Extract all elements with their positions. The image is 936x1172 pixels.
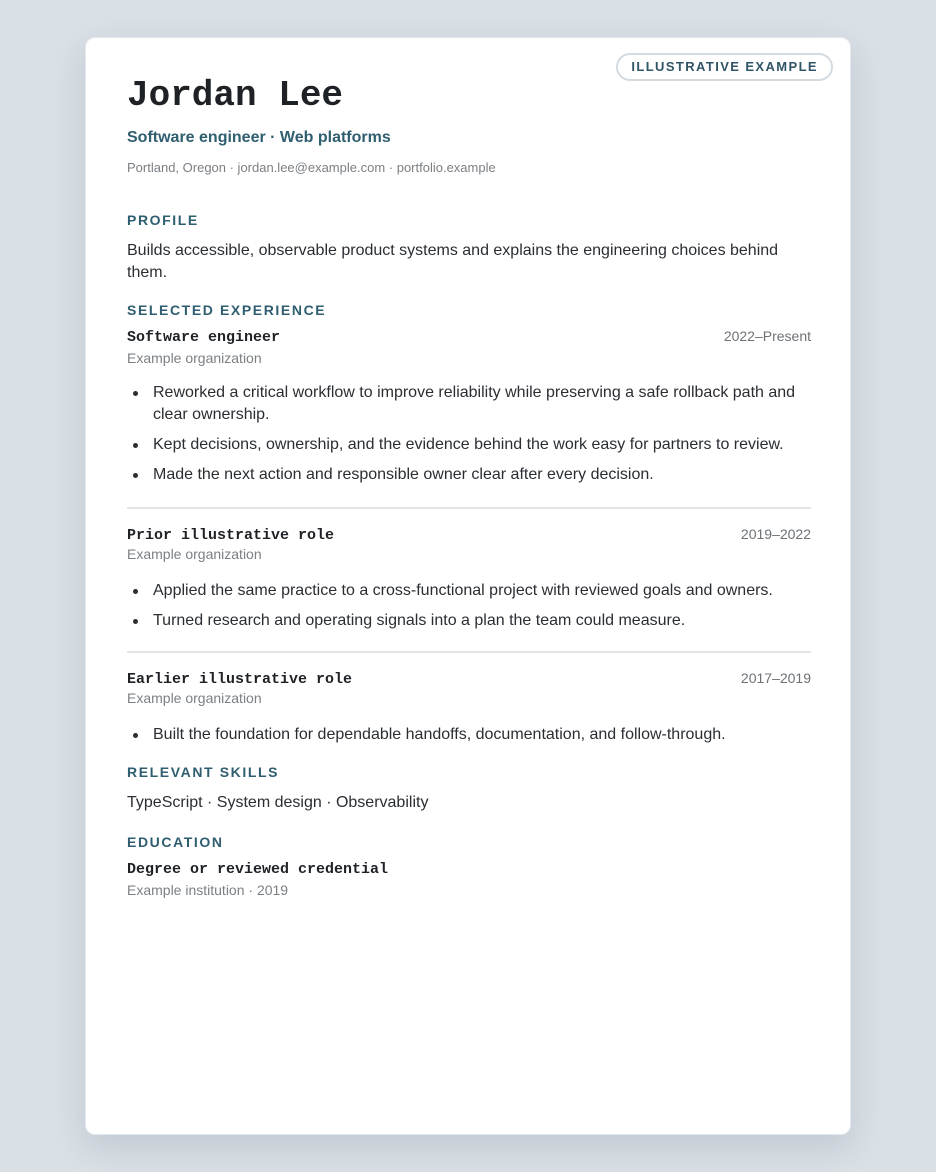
role-bullets xyxy=(127,382,811,494)
candidate-tagline: Software engineer · Web platforms xyxy=(127,129,391,146)
role-bullets xyxy=(127,580,811,640)
education-credential: Degree or reviewed credential xyxy=(127,861,389,878)
education-detail: Example institution · 2019 xyxy=(127,882,289,898)
candidate-name: Jordan Lee xyxy=(127,75,344,116)
role-title: Software engineer xyxy=(127,329,281,346)
list-item: Made the next action and responsible owner clear after every decision. xyxy=(153,464,811,486)
list-item: Turned research and operating signals into a plan the team could measure. xyxy=(153,610,811,632)
role-organization: Example organization xyxy=(127,350,262,366)
profile-text: Builds accessible, observable product systems and explains the engineering choices behind them. xyxy=(127,242,779,281)
illustrative-badge: ILLUSTRATIVE EXAMPLE xyxy=(616,53,833,81)
skills-heading: RELEVANT SKILLS xyxy=(127,764,280,780)
role-bullets xyxy=(127,724,811,754)
role-dates: 2022–Present xyxy=(723,328,811,344)
section-divider xyxy=(127,507,811,509)
role-dates: 2017–2019 xyxy=(740,670,811,686)
list-item: Reworked a critical workflow to improve reliability while preserving a safe rollback path and clear ownership. xyxy=(153,382,811,426)
resume-page xyxy=(85,37,851,1135)
role-title: Earlier illustrative role xyxy=(127,671,353,688)
role-organization: Example organization xyxy=(127,546,262,562)
experience-heading: SELECTED EXPERIENCE xyxy=(127,302,327,318)
list-item: Kept decisions, ownership, and the evidence behind the work easy for partners to review. xyxy=(153,434,811,456)
role-title: Prior illustrative role xyxy=(127,527,335,544)
education-heading: EDUCATION xyxy=(127,834,224,850)
contact-line: Portland, Oregon · jordan.lee@example.com · portfolio.example xyxy=(127,160,496,175)
role-dates: 2019–2022 xyxy=(740,526,811,542)
skills-text: TypeScript · System design · Observability xyxy=(127,794,429,811)
profile-heading: PROFILE xyxy=(127,212,199,228)
list-item: Applied the same practice to a cross-functional project with reviewed goals and owners. xyxy=(153,580,811,602)
section-divider xyxy=(127,651,811,653)
role-organization: Example organization xyxy=(127,690,262,706)
list-item: Built the foundation for dependable handoffs, documentation, and follow-through. xyxy=(153,724,811,746)
